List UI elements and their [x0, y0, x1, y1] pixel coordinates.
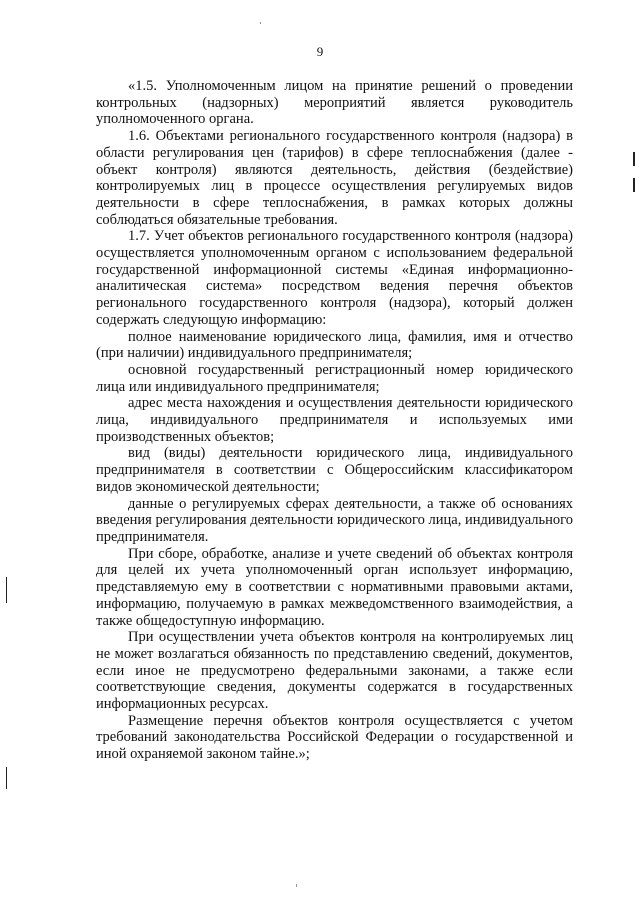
paragraph-list-publication: Размещение перечня объектов контроля осуществляется с учетом требований законодательства Российской Федерации о государственной и иной охраняемой законом тайне.»; [96, 712, 573, 763]
paragraph-1-7: 1.7. Учет объектов регионального государственного контроля (надзора) осуществляется уполномоченным органом с использованием федеральной государственной информационной системы «Единая информационно-аналитическая система» посредством ведения перечня объектов регионального государственного контроля (надзора), который должен содержать следующую информацию: [96, 228, 573, 328]
list-item-full-name: полное наименование юридического лица, фамилия, имя и отчество (при наличии) индивидуального предпринимателя; [96, 328, 573, 362]
scan-edge-mark [6, 767, 7, 789]
scan-speck [296, 884, 297, 887]
list-item-registration-number: основной государственный регистрационный номер юридического лица или индивидуального предпринимателя; [96, 361, 573, 395]
paragraph-1-6: 1.6. Объектами регионального государственного контроля (надзора) в области регулирования цен (тарифов) в сфере теплоснабжения (далее - объект контроля) являются деятельность, действия (бездействие) контролируемых лиц в процессе осуществления регулируемых видов деятельности в сфере теплоснабжения, в рамках которых должны соблюдаться обязательные требования. [96, 128, 573, 228]
list-item-address: адрес места нахождения и осуществления деятельности юридического лица, индивидуального предпринимателя и используемых ими производственных объектов; [96, 395, 573, 445]
scan-edge-mark [633, 152, 635, 166]
paragraph-no-obligation: При осуществлении учета объектов контроля на контролируемых лиц не может возлагаться обязанность по представлению сведений, документов, если иное не предусмотрено федеральными законами, а также если соответствующие сведения, документы содержатся в государственных информационных ресурсах. [96, 629, 573, 713]
list-item-regulated-spheres: данные о регулируемых сферах деятельности, а также об основаниях введения регулирования деятельности юридического лица, индивидуального предпринимателя. [96, 495, 573, 545]
document-body [96, 78, 573, 763]
paragraph-1-5: «1.5. Уполномоченным лицом на принятие решений о проведении контрольных (надзорных) мероприятий является руководитель уполномоченного органа. [96, 78, 573, 128]
scan-edge-mark [6, 577, 7, 603]
list-item-activity-type: вид (виды) деятельности юридического лица, индивидуального предпринимателя в соответствии с Общероссийским классификатором видов экономической деятельности; [96, 445, 573, 495]
paragraph-data-collection: При сборе, обработке, анализе и учете сведений об объектах контроля для целей их учета уполномоченный орган использует информацию, представляемую ему в соответствии с нормативными правовыми актами, информацию, получаемую в рамках межведомственного взаимодействия, а также общедоступную информацию. [96, 545, 573, 629]
page-number: 9 [316, 44, 324, 59]
scan-edge-mark [633, 178, 635, 192]
scan-speck [260, 22, 261, 24]
